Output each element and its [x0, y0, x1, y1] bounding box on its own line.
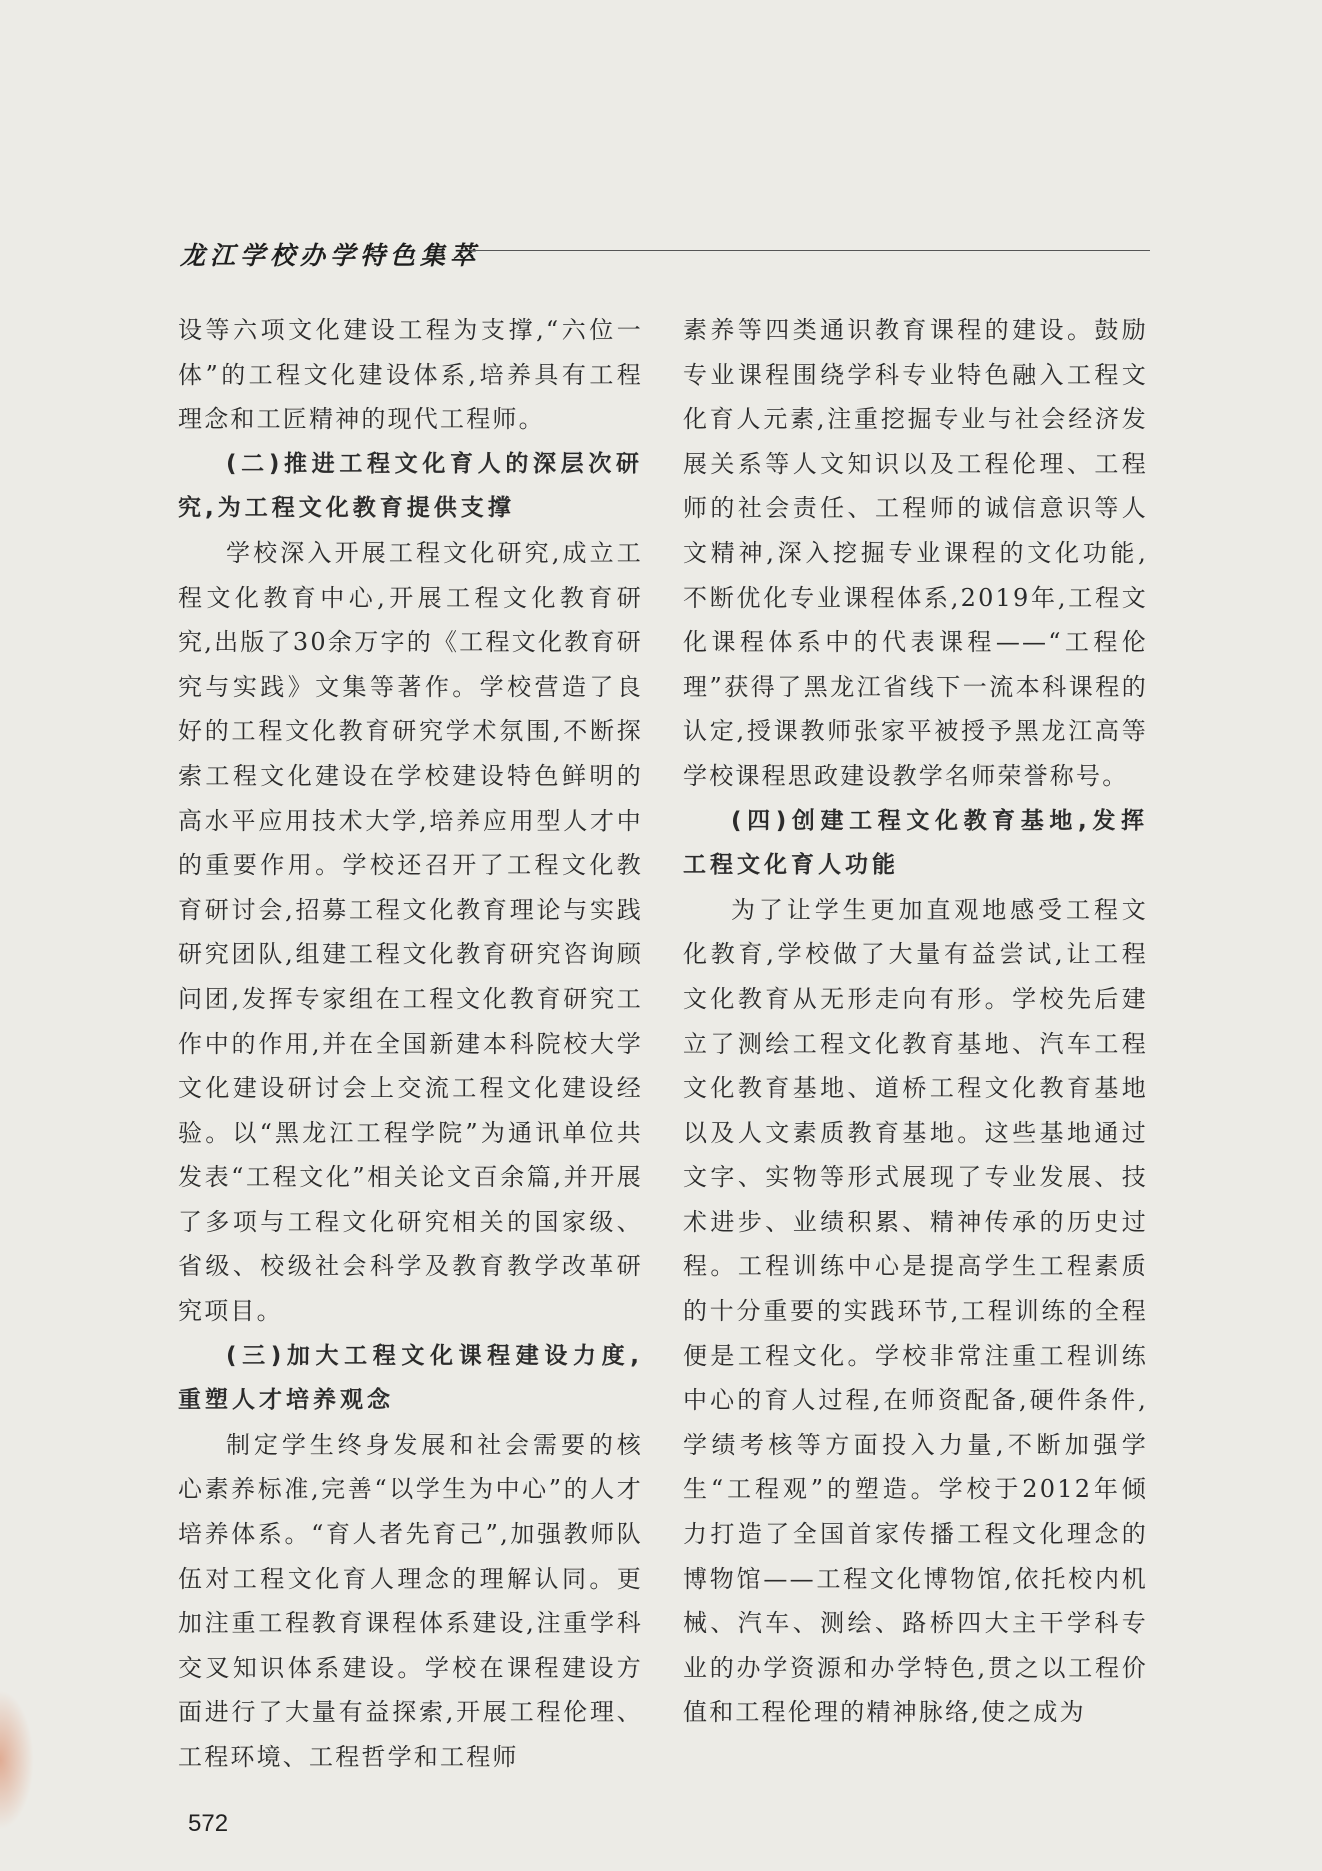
paragraph-courses: 素养等四类通识教育课程的建设。鼓励专业课程围绕学科专业特色融入工程文化育人元素,注重挖掘专业与社会经济发展关系等人文知识以及工程伦理、工程师的社会责任、工程师的诚信意识等人文精神,深入挖掘专业课程的文化功能,不断优化专业课程体系,2019年,工程文化课程体系中的代表课程——“工程伦理”获得了黑龙江省线下一流本科课程的认定,授课教师张家平被授予黑龙江高等学校课程思政建设教学名师荣誉称号。	[683, 316, 1148, 790]
section-heading-2: (二)推进工程文化育人的深层次研究,为工程文化教育提供支撑	[178, 450, 643, 522]
section-heading-4: (四)创建工程文化教育基地,发挥工程文化育人功能	[683, 807, 1148, 879]
paragraph-research: 学校深入开展工程文化研究,成立工程文化教育中心,开展工程文化教育研究,出版了30余万字的《工程文化教育研究与实践》文集等著作。学校营造了良好的工程文化教育研究学术氛围,不断探索工程文化建设在学校建设特色鲜明的高水平应用技术大学,培养应用型人才中的重要作用。学校还召开了工程文化教育研讨会,招募工程文化教育理论与实践研究团队,组建工程文化教育研究咨询顾问团,发挥专家组在工程文化教育研究工作中的作用,并在全国新建本科院校大学文化建设研讨会上交流工程文化建设经验。以“黑龙江工程学院”为通讯单位共发表“工程文化”相关论文百余篇,并开展了多项与工程文化研究相关的国家级、省级、校级社会科学及教育教学改革研究项目。	[178, 538, 643, 1326]
book-title: 龙江学校办学特色集萃	[180, 241, 481, 270]
page-number: 572	[188, 1810, 229, 1837]
paragraph-curriculum: 制定学生终身发展和社会需要的核心素养标准,完善“以学生为中心”的人才培养体系。“育人者先育己”,加强教师队伍对工程文化育人理念的理解认同。更加注重工程教育课程体系建设,注重学科交叉知识体系建设。学校在课程建设方面进行了大量有益探索,开展工程伦理、工程环境、工程哲学和工程师	[178, 1430, 643, 1771]
scan-edge-mark	[0, 1690, 34, 1830]
paragraph-bases: 为了让学生更加直观地感受工程文化教育,学校做了大量有益尝试,让工程文化教育从无形走向有形。学校先后建立了测绘工程文化教育基地、汽车工程文化教育基地、道桥工程文化教育基地以及人文素质教育基地。这些基地通过文字、实物等形式展现了专业发展、技术进步、业绩积累、精神传承的历史过程。工程训练中心是提高学生工程素质的十分重要的实践环节,工程训练的全程便是工程文化。学校非常注重工程训练中心的育人过程,在师资配备,硬件条件,学绩考核等方面投入力量,不断加强学生“工程观”的塑造。学校于2012年倾力打造了全国首家传播工程文化理念的博物馆——工程文化博物馆,依托校内机械、汽车、测绘、路桥四大主干学科专业的办学资源和办学特色,贯之以工程价值和工程伦理的精神脉络,使之成为	[683, 895, 1148, 1727]
header-rule	[470, 250, 1150, 251]
right-column	[683, 308, 1148, 1735]
section-heading-3: (三)加大工程文化课程建设力度,重塑人才培养观念	[178, 1342, 643, 1414]
running-header	[180, 236, 1150, 276]
paragraph-continuation: 设等六项文化建设工程为支撑,“六位一体”的工程文化建设体系,培养具有工程理念和工匠精神的现代工程师。	[178, 316, 643, 434]
left-column	[178, 308, 643, 1780]
